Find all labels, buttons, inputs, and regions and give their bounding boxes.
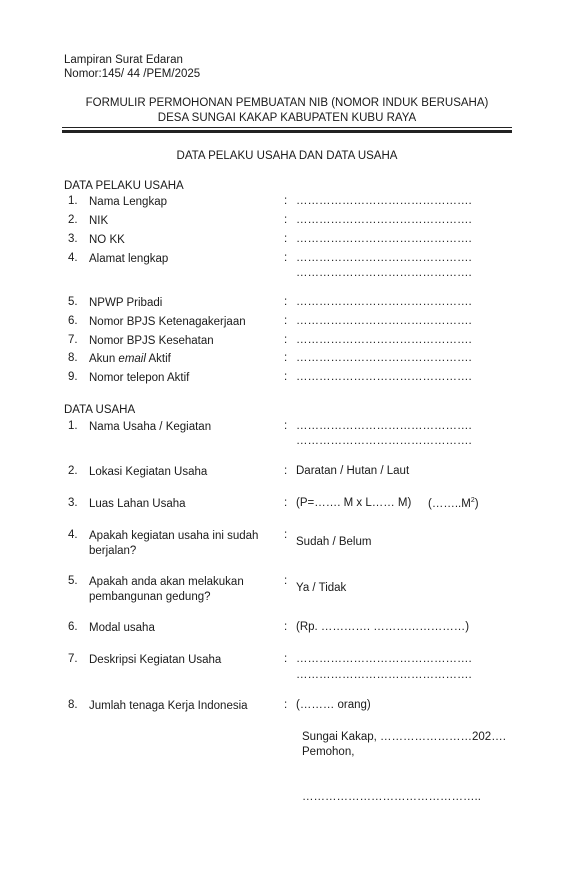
pelaku-usaha-heading: DATA PELAKU USAHA [64, 180, 184, 192]
item-number: 3. [68, 233, 78, 245]
item-number: 9. [68, 371, 78, 383]
area-value: (……..M [428, 497, 471, 510]
item-value-options[interactable]: Ya / Tidak [296, 582, 347, 594]
item-colon: : [284, 653, 288, 665]
item-value-field[interactable]: ………………………………………. [296, 195, 472, 207]
item-label: Nama Usaha / Kegiatan [89, 421, 212, 433]
item-colon: : [284, 371, 288, 383]
item-label: Jumlah tenaga Kerja Indonesia [89, 700, 248, 712]
item-number: 6. [68, 621, 78, 633]
item-value-field[interactable]: ………………………………………. [296, 296, 472, 308]
item-value-field[interactable]: (……… orang) [296, 699, 371, 711]
item-colon: : [284, 214, 288, 226]
attachment-number: Nomor:145/ 44 /PEM/2025 [64, 68, 201, 80]
item-label-pre: Akun [89, 353, 119, 365]
item-value-options[interactable]: Sudah / Belum [296, 536, 372, 548]
area-value-end: ) [474, 497, 479, 510]
item-label: Deskripsi Kegiatan Usaha [89, 654, 222, 666]
item-value-field-line2[interactable]: ………………………………………. [296, 435, 472, 447]
item-number: 2. [68, 465, 78, 477]
attachment-label: Lampiran Surat Edaran [64, 54, 183, 66]
item-value-field[interactable]: ………………………………………. [296, 420, 472, 432]
item-number: 7. [68, 653, 78, 665]
item-colon: : [284, 529, 288, 541]
item-label: Apakah anda akan melakukan [89, 576, 244, 588]
title-rule-thin [62, 127, 512, 128]
title-rule-thick [62, 130, 512, 133]
item-label: Nomor BPJS Ketenagakerjaan [89, 316, 246, 328]
item-number: 3. [68, 497, 78, 509]
form-title-line2: DESA SUNGAI KAKAP KABUPATEN KUBU RAYA [157, 112, 417, 124]
item-value-field[interactable]: ………………………………………. [296, 233, 472, 245]
item-label [89, 352, 171, 367]
item-number: 7. [68, 334, 78, 346]
item-number: 6. [68, 315, 78, 327]
item-colon: : [284, 420, 288, 432]
item-value-options[interactable]: Daratan / Hutan / Laut [296, 465, 410, 477]
item-label: Nama Lengkap [89, 196, 167, 208]
item-value-field[interactable]: ………………………………………. [296, 653, 472, 665]
item-number: 8. [68, 699, 78, 711]
item-colon: : [284, 497, 288, 509]
item-number: 4. [68, 252, 78, 264]
item-colon: : [284, 315, 288, 327]
item-label: Lokasi Kegiatan Usaha [89, 466, 208, 478]
item-number: 5. [68, 296, 78, 308]
item-number: 4. [68, 529, 78, 541]
signature-place-date[interactable]: Sungai Kakap, ……………………202…. [302, 731, 506, 743]
item-colon: : [284, 352, 288, 364]
item-colon: : [284, 233, 288, 245]
item-label-email: email [118, 353, 146, 365]
item-number: 8. [68, 352, 78, 364]
section-title: DATA PELAKU USAHA DAN DATA USAHA [176, 150, 398, 162]
item-label: NO KK [89, 234, 125, 246]
item-value-field[interactable]: ………………………………………. [296, 315, 472, 327]
item-label: Alamat lengkap [89, 253, 169, 265]
item-number: 5. [68, 575, 78, 587]
item-value-field[interactable]: (P=……. M x L…… M) [296, 497, 412, 509]
item-colon: : [284, 699, 288, 711]
item-value-field[interactable]: ………………………………………. [296, 252, 472, 264]
item-value-field[interactable]: ………………………………………. [296, 334, 472, 346]
item-number: 1. [68, 420, 78, 432]
item-colon: : [284, 465, 288, 477]
item-label: NPWP Pribadi [89, 297, 163, 309]
item-colon: : [284, 195, 288, 207]
item-label-post: Aktif [145, 353, 171, 365]
data-usaha-heading: DATA USAHA [64, 404, 136, 416]
item-label: Luas Lahan Usaha [89, 498, 186, 510]
item-value-area-field[interactable] [428, 497, 479, 510]
signature-role: Pemohon, [302, 746, 355, 758]
item-value-field[interactable]: ………………………………………. [296, 352, 472, 364]
item-colon: : [284, 621, 288, 633]
item-label: Nomor BPJS Kesehatan [89, 335, 214, 347]
item-label: NIK [89, 215, 109, 227]
item-colon: : [284, 252, 288, 264]
item-number: 2. [68, 214, 78, 226]
item-value-field[interactable]: (Rp. …………. ……………………) [296, 621, 470, 633]
signature-line[interactable]: ……………………………………….. [302, 791, 481, 803]
item-label: Apakah kegiatan usaha ini sudah [89, 530, 259, 542]
item-value-field[interactable]: ………………………………………. [296, 214, 472, 226]
item-number: 1. [68, 195, 78, 207]
area-unit-sup: 2 [470, 497, 475, 504]
item-value-field-line2[interactable]: ………………………………………. [296, 669, 472, 681]
item-label-line2: berjalan? [89, 545, 137, 557]
item-label: Modal usaha [89, 622, 155, 634]
item-colon: : [284, 575, 288, 587]
item-value-field-line2[interactable]: ………………………………………. [296, 267, 472, 279]
item-value-field[interactable]: ………………………………………. [296, 371, 472, 383]
item-label-line2: pembangunan gedung? [89, 591, 211, 603]
form-title-line1: FORMULIR PERMOHONAN PEMBUATAN NIB (NOMOR INDUK BERUSAHA) [85, 97, 489, 109]
item-colon: : [284, 334, 288, 346]
item-label: Nomor telepon Aktif [89, 372, 190, 384]
item-colon: : [284, 296, 288, 308]
